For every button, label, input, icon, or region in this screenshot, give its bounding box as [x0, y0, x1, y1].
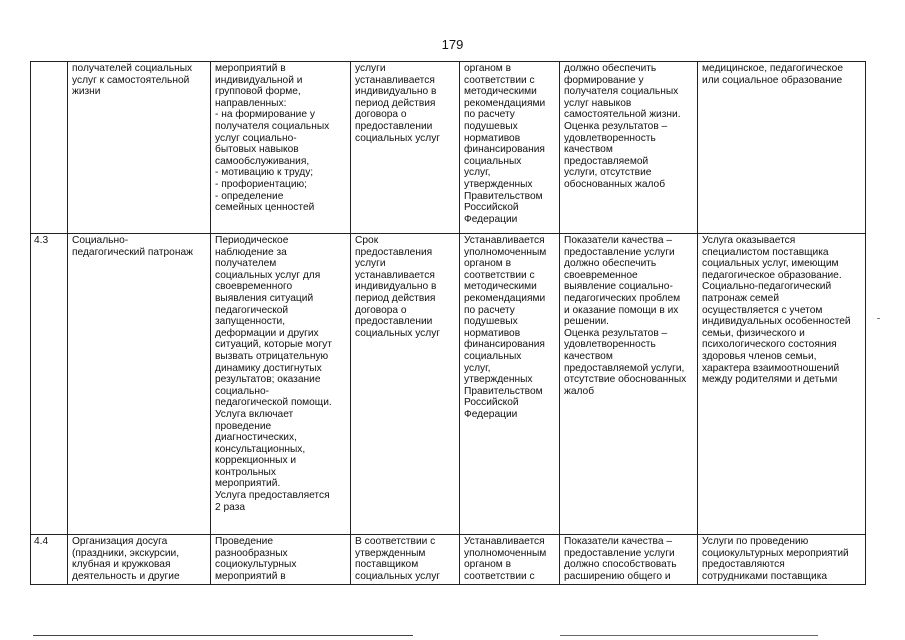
cell-term: Срок предоставления услуги устанавливается индивидуально в период действия договора о предоставлении социальных услуг	[351, 234, 460, 535]
cell-description: мероприятий в индивидуальной и групповой форме, направленных: - на формирование у получателя социальных услуг социально- бытовых навыков самообслуживания, - мотивацию к труду; - профориентацию; - определение семейных ценностей	[211, 62, 351, 234]
cell-conditions: Услуга оказывается специалистом поставщика социальных услуг, имеющим педагогическое образование. Социально-педагогический патронаж семей осуществляется с учетом индивидуальных особенностей семьи, физического и психологического состояния здоровья членов семьи, характера взаимоотношений между родителями и детьми	[698, 234, 866, 535]
cell-quality: должно обеспечить формирование у получателя социальных услуг навыков самостоятельной жизни. Оценка результатов – удовлетворенность качеством предоставляемой услуги, отсутствие обоснованных жалоб	[560, 62, 698, 234]
cell-number: 4.3	[31, 234, 68, 535]
cell-tariff: Устанавливается уполномоченным органом в соответствии с методическими рекомендациями по расчету подушевых нормативов финансирования социальных услуг, утвержденных Правительством Российской Федерации	[460, 234, 560, 535]
cell-service-name: получателей социальных услуг к самостоятельной жизни	[68, 62, 211, 234]
table-row	[31, 234, 866, 535]
cell-term: услуги устанавливается индивидуально в период действия договора о предоставлении социальных услуг	[351, 62, 460, 234]
footer-rule-right	[560, 635, 818, 636]
cell-number	[31, 62, 68, 234]
cell-service-name: Социально- педагогический патронаж	[68, 234, 211, 535]
cell-quality: Показатели качества – предоставление услуги должно обеспечить своевременное выявление социально- педагогических проблем и оказание помощи в их решении. Оценка результатов – удовлетворенность качеством предоставляемой услуги, отсутствие обоснованных жалоб	[560, 234, 698, 535]
services-table	[30, 61, 866, 585]
page-number: 179	[441, 37, 464, 52]
cell-conditions: Услуги по проведению социокультурных мероприятий предоставляются сотрудниками поставщика	[698, 535, 866, 585]
cell-conditions: медицинское, педагогическое или социальное образование	[698, 62, 866, 234]
cell-number: 4.4	[31, 535, 68, 585]
footer-rule-left	[33, 635, 413, 636]
margin-mark	[877, 318, 880, 319]
cell-term: В соответствии с утвержденным поставщиком социальных услуг	[351, 535, 460, 585]
cell-quality: Показатели качества – предоставление услуги должно способствовать расширению общего и	[560, 535, 698, 585]
cell-service-name: Организация досуга (праздники, экскурсии, клубная и кружковая деятельность и другие	[68, 535, 211, 585]
cell-description: Проведение разнообразных социокультурных мероприятий в	[211, 535, 351, 585]
cell-tariff: органом в соответствии с методическими рекомендациями по расчету подушевых нормативов финансирования социальных услуг, утвержденных Правительством Российской Федерации	[460, 62, 560, 234]
table-row	[31, 535, 866, 585]
table-row	[31, 62, 866, 234]
cell-tariff: Устанавливается уполномоченным органом в соответствии с	[460, 535, 560, 585]
cell-description: Периодическое наблюдение за получателем социальных услуг для своевременного выявления ситуаций педагогической запущенности, деформации и других ситуаций, которые могут вызвать отрицательную динамику достигнутых результатов; оказание социально- педагогической помощи. Услуга включает проведение диагностических, консультационных, коррекционных и контрольных мероприятий. Услуга предоставляется 2 раза	[211, 234, 351, 535]
